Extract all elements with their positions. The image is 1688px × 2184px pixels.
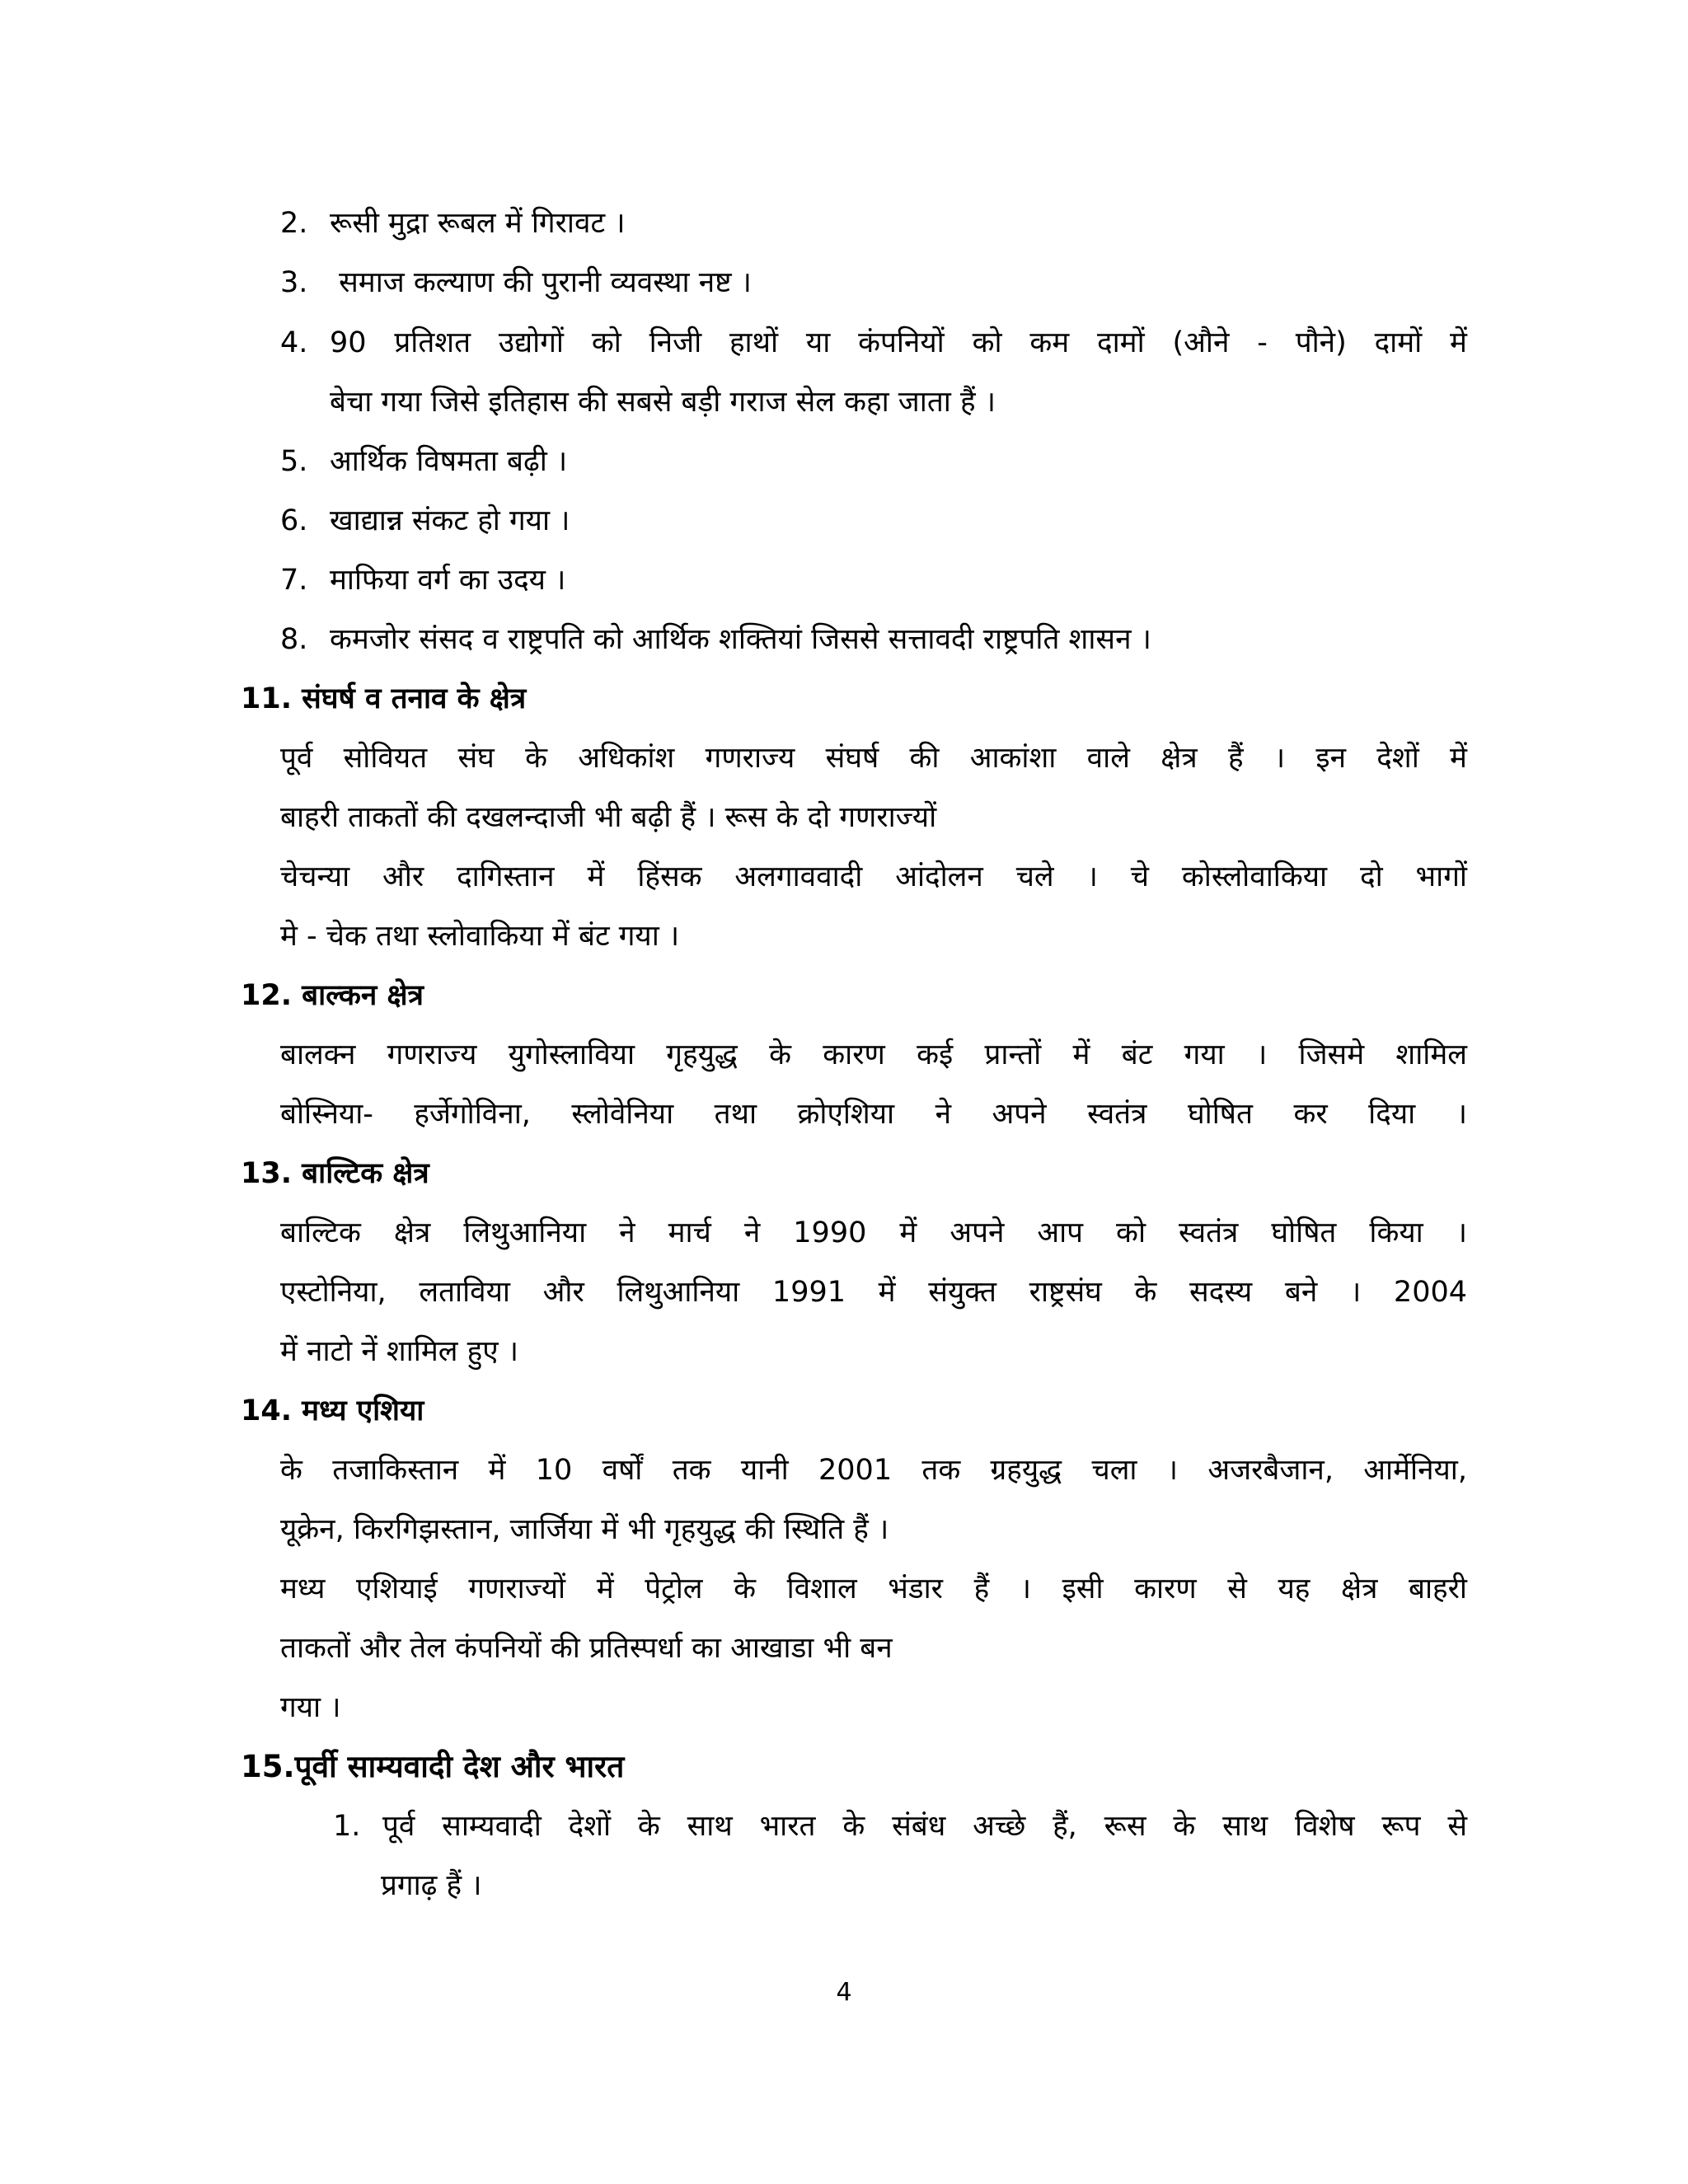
list-item xyxy=(280,262,752,303)
list-item xyxy=(280,619,1151,660)
list-number: 7. xyxy=(280,564,308,597)
paragraph-line: मध्य एशियाई गणराज्यों में पेट्रोल के विशाल भंडार हैं । इसी कारण से यह क्षेत्र बाहरी xyxy=(280,1572,1467,1605)
paragraph-line: में नाटो नें शामिल हुए । xyxy=(280,1335,518,1368)
list-item-continuation: प्रगाढ़ हैं । xyxy=(381,1869,482,1902)
list-number: 1. xyxy=(333,1810,361,1843)
section-heading: 13. बाल्टिक क्षेत्र xyxy=(241,1157,429,1190)
list-text: समाज कल्याण की पुरानी व्यवस्था नष्ट । xyxy=(330,266,752,299)
page-number: 4 xyxy=(836,1978,852,2007)
paragraph-line: बोस्निया- हर्जेगोविना, स्लोवेनिया तथा क्रोएशिया ने अपने स्वतंत्र घोषित कर दिया । xyxy=(280,1098,1467,1131)
list-text: आर्थिक विषमता बढ़ी । xyxy=(330,445,568,478)
paragraph-line: पूर्व सोवियत संघ के अधिकांश गणराज्य संघर्ष की आकांशा वाले क्षेत्र हैं । इन देशों में xyxy=(280,742,1467,775)
list-text: कमजोर संसद व राष्ट्रपति को आर्थिक शक्तियां जिससे सत्तावदी राष्ट्रपति शासन । xyxy=(330,623,1151,656)
section-heading: 12. बाल्कन क्षेत्र xyxy=(241,979,424,1012)
list-text: बेचा गया जिसे इतिहास की सबसे बड़ी गराज सेल कहा जाता हैं । xyxy=(330,386,996,419)
section-heading: 15.पूर्वी साम्यवादी देश और भारत xyxy=(241,1749,625,1784)
list-text: रूसी मुद्रा रूबल में गिरावट । xyxy=(330,207,626,240)
paragraph-line: एस्टोनिया, लताविया और लिथुआनिया 1991 में संयुक्त राष्ट्रसंघ के सदस्य बने । 2004 xyxy=(280,1276,1467,1309)
list-item xyxy=(280,203,625,244)
list-item xyxy=(280,322,1467,363)
list-item-continuation xyxy=(330,382,996,423)
list-item xyxy=(280,441,567,482)
list-item xyxy=(280,500,570,541)
list-text: 90 प्रतिशत उद्योगों को निजी हाथों या कंपनियों को कम दामों (औने - पौने) दामों में xyxy=(330,326,1467,359)
list-number: 3. xyxy=(280,266,308,299)
paragraph-line: चेचन्या और दागिस्तान में हिंसक अलगाववादी आंदोलन चले । चे कोस्लोवाकिया दो भागों xyxy=(280,860,1467,893)
list-number: 6. xyxy=(280,504,308,537)
list-item xyxy=(333,1806,1467,1847)
paragraph-line: के तजाकिस्तान में 10 वर्षों तक यानी 2001 तक ग्रहयुद्ध चला । अजरबैजान, आर्मेनिया, xyxy=(280,1454,1467,1487)
list-text: माफिया वर्ग का उदय । xyxy=(330,564,566,597)
list-number: 8. xyxy=(280,623,308,656)
paragraph-line: बालक्न गणराज्य युगोस्लाविया गृहयुद्ध के कारण कई प्रान्तों में बंट गया । जिसमे शामिल xyxy=(280,1038,1467,1071)
section-heading: 14. मध्य एशिया xyxy=(241,1394,424,1427)
paragraph-line: मे - चेक तथा स्लोवाकिया में बंट गया । xyxy=(280,920,680,953)
list-number: 2. xyxy=(280,207,308,240)
list-text: पूर्व साम्यवादी देशों के साथ भारत के संबंध अच्छे हैं, रूस के साथ विशेष रूप से xyxy=(382,1810,1467,1843)
list-number: 5. xyxy=(280,445,308,478)
paragraph-line: गया । xyxy=(280,1691,341,1724)
list-text: खाद्यान्न संकट हो गया । xyxy=(330,504,570,537)
list-item xyxy=(280,560,565,601)
paragraph-line: यूक्रेन, किरगिझस्तान, जार्जिया में भी गृहयुद्ध की स्थिति हैं । xyxy=(280,1513,889,1546)
paragraph-line: ताकतों और तेल कंपनियों की प्रतिस्पर्धा का आखाडा भी बन xyxy=(280,1632,893,1665)
section-heading: 11. संघर्ष व तनाव के क्षेत्र xyxy=(241,682,527,715)
paragraph-line: बाहरी ताकतों की दखलन्दाजी भी बढ़ी हैं । रूस के दो गणराज्यों xyxy=(280,801,937,834)
list-number: 4. xyxy=(280,326,308,359)
paragraph-line: बाल्टिक क्षेत्र लिथुआनिया ने मार्च ने 1990 में अपने आप को स्वतंत्र घोषित किया । xyxy=(280,1216,1467,1249)
